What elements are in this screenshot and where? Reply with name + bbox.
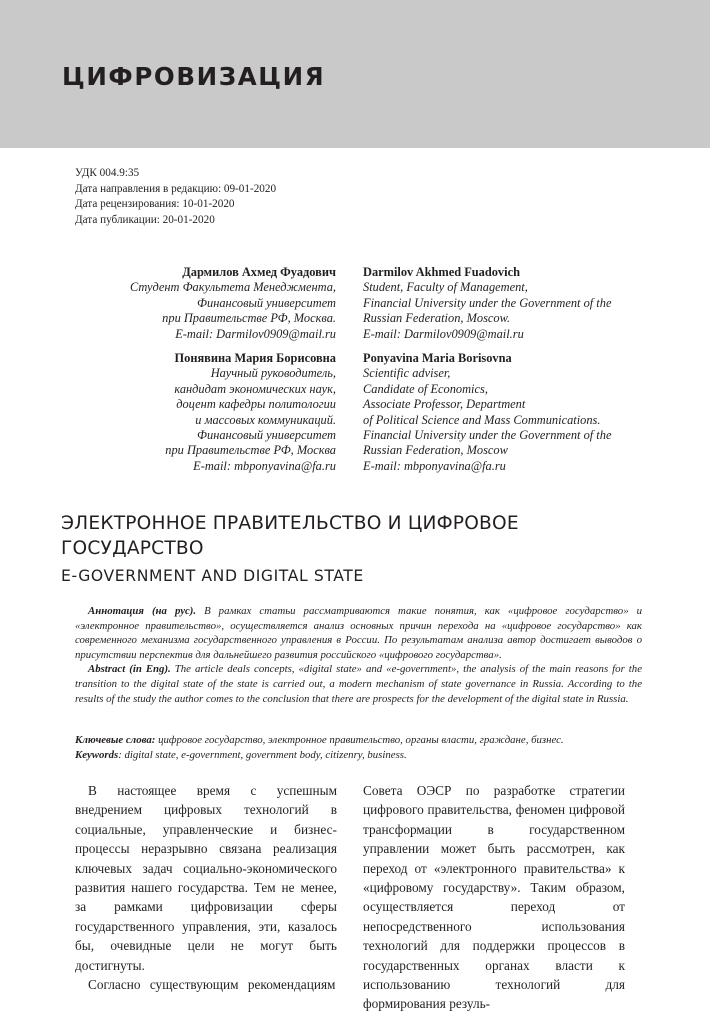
keywords — [75, 733, 642, 762]
section-title: ЦИФРОВИЗАЦИЯ — [62, 62, 326, 91]
section-header-band — [0, 0, 710, 148]
author-affiliation-line: Студент Факультета Менеджмента, — [129, 280, 336, 295]
author-email: E-mail: mbponyavina@fa.ru — [193, 458, 336, 473]
sent-date: Дата направления в редакцию: 09-01-2020 — [75, 182, 277, 195]
article-title-en: E-GOVERNMENT AND DIGITAL STATE — [61, 567, 364, 585]
author-affiliation-line: и массовых коммуникаций. — [195, 412, 336, 427]
abstract-ru-text: В рамках статьи рассматриваются такие понятия, как «цифровое государство» и «электронное правительство», осуществляется анализ основных причин перехода на «цифровое государство» как современного механизма государственного управления в России. По результатам анализа автор достигает выводов о присутствии перспектив для дальнейшего развития российского «цифрового государства». — [75, 605, 642, 661]
author-affiliation-line: Научный руководитель, — [210, 366, 336, 381]
publication-date: Дата публикации: 20-01-2020 — [75, 213, 215, 226]
keywords-en-text: : digital state, e-government, government body, citizenry, business. — [118, 748, 407, 761]
abstract — [75, 604, 642, 706]
keywords-ru — [75, 733, 642, 748]
keywords-ru-text: цифровое государство, электронное правительство, органы власти, граждане, бизнес. — [158, 734, 564, 746]
author-name: Дармилов Ахмед Фуадович — [182, 265, 336, 279]
author-affiliation-line: Финансовый университет — [197, 295, 336, 310]
keywords-en — [75, 748, 642, 763]
author-2-en — [363, 351, 653, 474]
author-2-ru — [75, 351, 336, 474]
author-affiliation-line: Финансовый университет — [197, 428, 336, 443]
author-affiliation-line: Financial University under the Government of the — [363, 295, 612, 310]
author-affiliation-line: Scientific adviser, — [363, 366, 451, 381]
author-affiliation-line: Russian Federation, Moscow — [363, 443, 508, 458]
author-email: E-mail: mbponyavina@fa.ru — [363, 458, 506, 473]
body-column-right — [363, 781, 625, 1014]
keywords-en-label: Keywords — [75, 748, 119, 761]
author-affiliation-line: кандидат экономических наук, — [174, 381, 336, 396]
article-title-ru: ЭЛЕКТРОННОЕ ПРАВИТЕЛЬСТВО И ЦИФРОВОЕ ГОСУДАРСТВО — [61, 513, 519, 559]
review-date: Дата рецензирования: 10-01-2020 — [75, 198, 235, 211]
abstract-ru-label: Аннотация (на рус). — [88, 605, 197, 617]
author-affiliation-line: Russian Federation, Moscow. — [363, 311, 511, 326]
keywords-ru-label: Ключевые слова: — [75, 734, 156, 746]
abstract-ru — [75, 604, 642, 662]
author-email: E-mail: Darmilov0909@mail.ru — [363, 326, 524, 341]
author-1-ru — [75, 265, 336, 342]
abstract-en-text: The article deals concepts, «digital state» and «e-government», the analysis of the main reasons for the transition to the digital state of the state is carried out, a modern mechanism of state governance in Russia. According to the results of the study the author comes to the conclusion that there are prospects for the development of the digital state in Russia. — [75, 663, 642, 705]
author-name: Darmilov Akhmed Fuadovich — [363, 265, 520, 279]
body-paragraph: Согласно существующим рекомендациям — [88, 977, 336, 993]
author-affiliation-line: Student, Faculty of Management, — [363, 280, 528, 295]
author-affiliation-line: Financial University under the Government of the — [363, 428, 612, 443]
author-affiliation-line: Candidate of Economics, — [363, 381, 488, 396]
abstract-en-label: Abstract (in Eng). — [88, 663, 171, 676]
abstract-en — [75, 662, 642, 706]
udk-code: УДК 004.9:35 — [75, 167, 140, 179]
author-affiliation-line: Associate Professor, Department — [363, 397, 526, 412]
article-meta — [75, 166, 276, 228]
author-name: Понявина Мария Борисовна — [174, 351, 336, 365]
body-paragraph: Совета ОЭСР по разработке стратегии цифрового правительства, феномен цифровой трансформации в государственном управлении может быть рассмотрен, как переход от «электронного правительства» к «цифровому государству». Таким образом, осуществляется переход от непосредственного использования технологий для поддержки процессов в государственных органах власти к использованию технологий для формирования резуль- — [363, 783, 625, 1012]
author-affiliation-line: доцент кафедры политологии — [176, 397, 336, 412]
author-affiliation-line: при Правительстве РФ, Москва — [165, 443, 336, 458]
author-affiliation-line: при Правительстве РФ, Москва. — [162, 311, 336, 326]
body-column-left — [75, 781, 337, 994]
author-1-en — [363, 265, 653, 342]
author-affiliation-line: of Political Science and Mass Communications. — [363, 412, 601, 427]
author-name: Ponyavina Maria Borisovna — [363, 351, 512, 365]
author-email: E-mail: Darmilov0909@mail.ru — [175, 326, 336, 341]
body-paragraph: В настоящее время с успешным внедрением цифровых технологий в социальные, управленческие и бизнес-процессы неразрывно связана реализация ключевых задач социально-экономического развития нашего государства. Тем не менее, за рамками цифровизации сферы государственного управления, эти, казалось бы, очевидные цели не могут быть достигнуты. — [75, 783, 337, 973]
